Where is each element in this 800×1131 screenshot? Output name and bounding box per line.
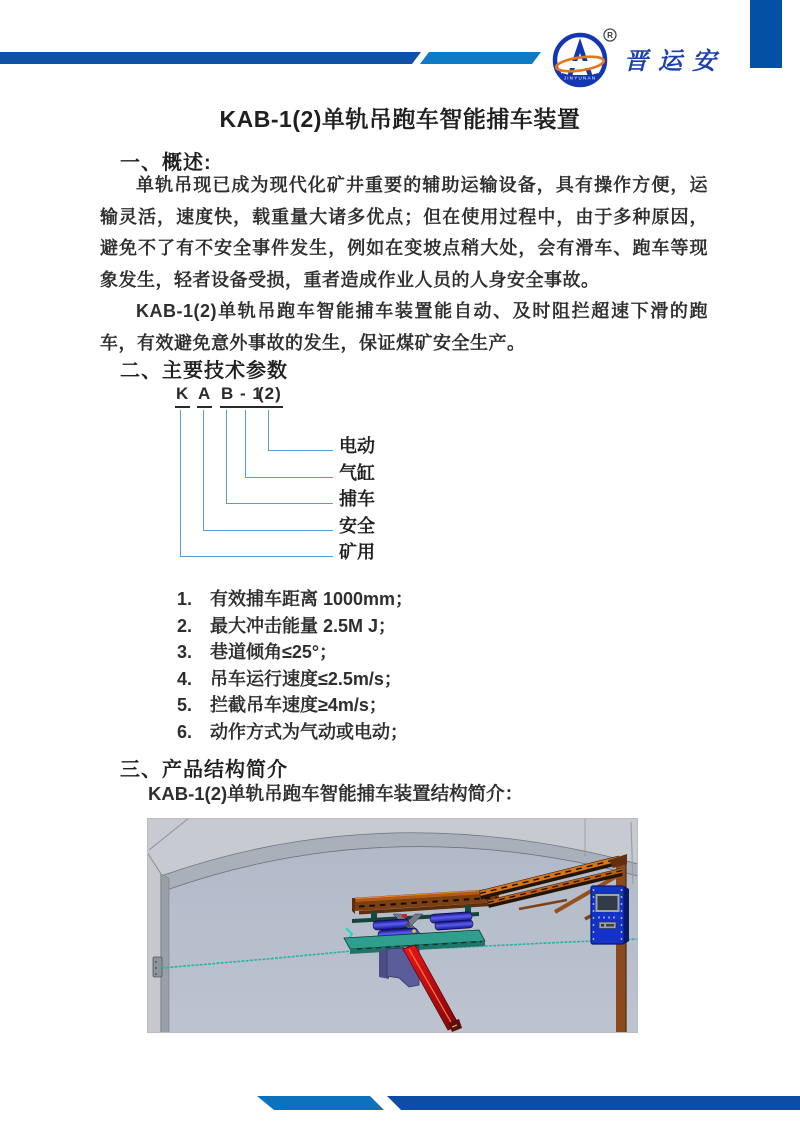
footer-bar-primary: [387, 1096, 800, 1110]
spec-item: 5. 拦截吊车速度≥4m/s；: [177, 695, 387, 715]
model-label-electric: 电动: [339, 436, 375, 456]
spec-item: 1. 有效捕车距离 1000mm；: [177, 589, 414, 609]
model-part-2: (2): [257, 384, 283, 408]
page-title: KAB-1(2)单轨吊跑车智能捕车装置: [219, 106, 581, 132]
overview-paragraph-2: KAB-1(2)单轨吊跑车智能捕车装置能自动、及时阻拦超速下滑的跑车，有效避免意外事故的发生，保证煤矿安全生产。: [100, 301, 708, 353]
model-label-mining: 矿用: [339, 542, 375, 562]
section-1-heading: 一、概述:: [120, 152, 212, 174]
logo-banner-text: JINYUNAN: [563, 75, 597, 81]
connector-line: [268, 410, 333, 451]
structure-3d-figure: [147, 818, 638, 1033]
spec-list: [177, 586, 413, 745]
rope-anchor: [153, 957, 162, 977]
overview-paragraph-1: 单轨吊现已成为现代化矿井重要的辅助运输设备，具有操作方便，运输灵活，速度快，载重量大诸多优点；但在使用过程中，由于多种原因，避免不了有不安全事件发生，例如在变坡点稍大处，会有滑车、跑车等现象发生，轻者设备受损，重者造成作业人员的人身安全事故。: [100, 175, 708, 290]
spec-item: 6. 动作方式为气动或电动；: [177, 721, 408, 742]
model-label-catcher: 捕车: [339, 489, 375, 509]
structure-intro: KAB-1(2)单轨吊跑车智能捕车装置结构简介：: [148, 783, 524, 804]
brand-name: 晋运安: [624, 49, 726, 75]
spec-item: 2. 最大冲击能量 2.5M J；: [177, 615, 397, 636]
model-part-a: A: [197, 384, 212, 408]
header-side-bar: [750, 0, 782, 68]
logo-a-icon: [552, 27, 618, 91]
company-logo: [552, 27, 726, 91]
section-2-heading: 二、主要技术参数: [120, 360, 288, 382]
spec-item: 3. 巷道倾角≤25°；: [177, 642, 338, 662]
spec-item: 4. 吊车运行速度≤2.5m/s；: [177, 668, 402, 689]
model-label-cylinder: 气缸: [339, 463, 375, 483]
model-label-safety: 安全: [339, 516, 375, 536]
footer-bar-accent: [257, 1096, 384, 1110]
section-3-heading: 三、产品结构简介: [120, 759, 288, 781]
registered-mark-letter: R: [607, 31, 613, 40]
header-bar-primary: [0, 52, 421, 64]
header-bar-accent: [420, 52, 541, 64]
model-part-b1: B - 1: [220, 384, 264, 408]
control-box: [591, 886, 629, 944]
model-part-k: K: [175, 384, 190, 408]
